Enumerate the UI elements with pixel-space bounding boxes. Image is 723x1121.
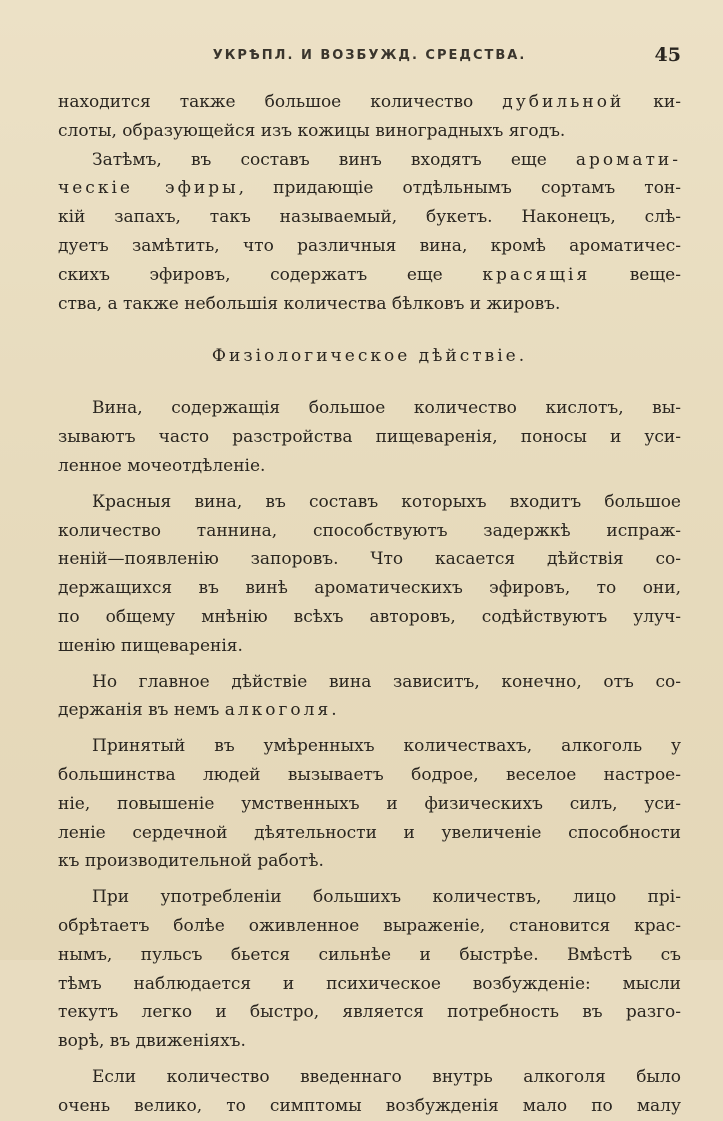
text-line — [58, 696, 681, 725]
text-line: леніе сердечной дѣятельности и увеличеніе способности — [58, 822, 681, 843]
text-line: текутъ легко и быстро, является потребность въ разго- — [58, 1002, 681, 1023]
text-line — [58, 88, 681, 117]
page-body — [58, 88, 681, 1121]
text-line: ства, а также небольшія количества бѣлковъ и жировъ. — [58, 293, 561, 314]
emphasis-text: аромати- — [575, 149, 681, 170]
text-line: держащихся въ винѣ ароматическихъ эфировъ, то они, — [58, 578, 681, 599]
text-run: находится также большое количество — [58, 92, 503, 112]
paragraph-gap — [58, 725, 681, 732]
text-line: Принятый въ умѣренныхъ количествахъ, алкоголь у — [92, 736, 681, 757]
emphasis-text: красящія — [482, 264, 591, 285]
text-line: зываютъ часто разстройства пищеваренія, поносы и уси- — [58, 427, 681, 448]
text-run: держанія въ немъ — [58, 700, 225, 721]
text-run: . — [331, 700, 337, 721]
paragraph-gap — [58, 661, 681, 668]
text-line — [58, 174, 681, 203]
text-line: количество таннина, способствуютъ задержкѣ испраж- — [58, 520, 681, 541]
emphasis-text: дубильной — [502, 92, 625, 112]
paragraph-gap — [58, 876, 681, 883]
text-line: очень велико, то симптомы возбужденія мало по малу — [58, 1095, 681, 1116]
text-line: обрѣтаетъ болѣе оживленное выраженіе, становится крас- — [58, 915, 681, 936]
running-head — [58, 44, 681, 68]
text-line: нымъ, пульсъ бьется сильнѣе и быстрѣе. Вмѣстѣ съ — [58, 944, 681, 965]
text-run: Затѣмъ, въ составъ винъ входятъ еще — [92, 149, 576, 170]
emphasis-text: алкоголя — [224, 700, 332, 721]
page-number: 45 — [654, 44, 681, 66]
text-line: ленное мочеотдѣленіе. — [58, 455, 266, 476]
text-line — [58, 261, 681, 290]
text-line: Вина, содержащія большое количество кислотъ, вы- — [92, 398, 681, 419]
text-line: тѣмъ наблюдается и психическое возбужденіе: мысли — [58, 973, 681, 994]
text-line: Но главное дѣйствіе вина зависитъ, конечно, отъ со- — [92, 671, 681, 692]
text-line: Если количество введеннаго внутрь алкоголя было — [92, 1066, 681, 1087]
text-line: по общему мнѣнію всѣхъ авторовъ, содѣйствуютъ улуч- — [58, 606, 681, 627]
paragraph-gap — [58, 1056, 681, 1063]
text-line: Красныя вина, въ составъ которыхъ входитъ большое — [92, 491, 681, 512]
emphasis-text: ческіе эфиры — [58, 178, 239, 199]
text-line: дуетъ замѣтить, что различныя вина, кромѣ ароматичес- — [58, 235, 681, 256]
text-run: скихъ эфировъ, содержатъ еще — [58, 264, 483, 285]
text-run: ки- — [624, 92, 681, 112]
paragraph-gap — [58, 481, 681, 488]
text-line: шенію пищеваренія. — [58, 635, 243, 656]
text-line — [58, 146, 681, 175]
text-run: веще- — [590, 264, 681, 285]
text-line: При употребленіи большихъ количествъ, лицо прі- — [92, 887, 681, 908]
text-line: ніе, повышеніе умственныхъ и физическихъ силъ, уси- — [58, 793, 681, 814]
text-line: ворѣ, въ движеніяхъ. — [58, 1031, 246, 1052]
text-line: къ производительной работѣ. — [58, 851, 324, 872]
text-run: , придающіе отдѣльнымъ сортамъ тон- — [238, 178, 682, 199]
section-heading: Физіологическое дѣйствіе. — [211, 346, 528, 367]
text-line: большинства людей вызываетъ бодрое, веселое настрое- — [58, 764, 681, 785]
running-title: УКРѢПЛ. И ВОЗБУЖД. СРЕДСТВА. — [212, 48, 527, 63]
text-line: неній—появленію запоровъ. Что касается дѣйствія со- — [58, 549, 681, 570]
text-line: слоты, образующейся изъ кожицы виноградныхъ ягодъ. — [58, 120, 566, 141]
text-line: кій запахъ, такъ называемый, букетъ. Наконецъ, слѣ- — [58, 207, 681, 228]
